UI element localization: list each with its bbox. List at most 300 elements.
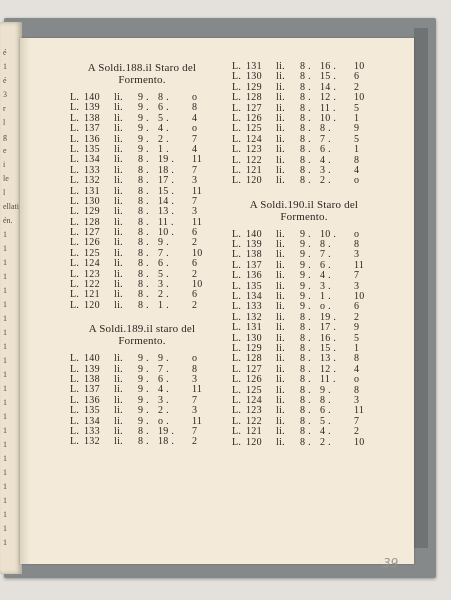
lire-value: 9 .	[138, 123, 149, 135]
fragment: 1	[3, 328, 7, 337]
lire-value: 8 .	[300, 384, 311, 396]
soldi-value: 6 .	[158, 258, 169, 270]
amount: 120	[246, 175, 262, 187]
lire-label: li.	[276, 61, 285, 72]
soldi-value: 8 .	[320, 394, 331, 406]
soldi-value: 3 .	[158, 279, 169, 291]
amount: 140	[84, 353, 100, 365]
soldi-value: 13 .	[158, 206, 175, 218]
soldi-value: 7 .	[320, 133, 331, 145]
currency-label: L.	[70, 384, 80, 396]
denari-value: o	[354, 228, 360, 240]
lire-value: 8 .	[300, 102, 311, 114]
denari-value: 4	[192, 112, 198, 124]
lire-value: 9 .	[300, 291, 311, 303]
denari-value: 5	[354, 133, 360, 145]
amount: 129	[246, 342, 262, 354]
currency-label: L.	[70, 373, 80, 385]
fragment: 1	[3, 412, 7, 421]
currency-label: L.	[232, 81, 242, 93]
section-heading	[64, 323, 220, 347]
soldi-value: 4 .	[158, 384, 169, 396]
fragment: r	[3, 104, 6, 113]
table-row	[70, 301, 220, 311]
soldi-value: 6 .	[320, 144, 331, 156]
lire-label: li.	[276, 394, 285, 406]
soldi-value: 2 .	[158, 405, 169, 417]
soldi-value: 5 .	[158, 112, 169, 124]
lire-label: li.	[276, 112, 285, 124]
lire-label: li.	[276, 363, 285, 375]
currency-label: L.	[232, 280, 242, 292]
denari-value: 2	[354, 311, 360, 323]
denari-value: o	[192, 92, 198, 103]
fragment: ellati	[3, 202, 19, 211]
lire-value: 8 .	[138, 279, 149, 291]
amount: 126	[246, 112, 262, 124]
lire-label: li.	[276, 332, 285, 344]
lire-value: 8 .	[300, 133, 311, 145]
soldi-value: 19 .	[320, 311, 337, 323]
lire-value: 8 .	[300, 436, 311, 448]
soldi-value: 10 .	[320, 228, 337, 240]
table-row	[232, 145, 382, 155]
currency-label: L.	[70, 175, 80, 187]
fragment: 1	[3, 426, 7, 435]
soldi-value: 2 .	[158, 289, 169, 301]
amount: 130	[246, 71, 262, 83]
amount: 135	[246, 280, 262, 292]
soldi-value: 18 .	[158, 164, 175, 176]
denari-value: 10	[192, 279, 203, 291]
lire-value: 8 .	[300, 426, 311, 438]
fragment: le	[3, 174, 9, 183]
denari-value: 2	[192, 268, 198, 280]
lire-label: li.	[276, 322, 285, 334]
soldi-value: 3 .	[320, 280, 331, 292]
fragment: é	[3, 76, 7, 85]
soldi-value: 11 .	[158, 216, 174, 228]
soldi-value: 2 .	[158, 133, 169, 145]
denari-value: 7	[192, 394, 198, 406]
table-row	[232, 438, 382, 448]
fragment: 1	[3, 524, 7, 533]
denari-value: 6	[354, 71, 360, 83]
lire-label: li.	[114, 143, 123, 155]
currency-label: L.	[232, 133, 242, 145]
soldi-value: 3 .	[320, 164, 331, 176]
lire-value: 9 .	[138, 353, 149, 365]
amount: 125	[84, 247, 100, 259]
denari-value: 2	[192, 436, 198, 448]
soldi-value: 2 .	[320, 436, 331, 448]
currency-label: L.	[232, 405, 242, 417]
table-row	[232, 427, 382, 437]
denari-value: 4	[354, 363, 360, 375]
fragment: 1	[3, 370, 7, 379]
lire-label: li.	[114, 92, 123, 103]
denari-value: 1	[354, 112, 360, 124]
fragment: 1	[3, 244, 7, 253]
amount: 131	[246, 322, 262, 334]
lire-value: 8 .	[300, 353, 311, 365]
denari-value: 11	[354, 259, 365, 271]
currency-label: L.	[70, 405, 80, 417]
lire-label: li.	[276, 301, 285, 313]
fragment: 1	[3, 538, 7, 547]
lire-value: 8 .	[300, 415, 311, 427]
amount: 127	[84, 227, 100, 239]
currency-label: L.	[70, 185, 80, 197]
section-subtitle: Formento.	[280, 210, 328, 223]
currency-label: L.	[70, 353, 80, 365]
denari-value: 7	[192, 164, 198, 176]
price-table	[70, 93, 220, 311]
soldi-value: 6 .	[320, 405, 331, 417]
section-subtitle: Formento.	[118, 74, 166, 86]
currency-label: L.	[232, 123, 242, 135]
soldi-value: 17 .	[320, 322, 337, 334]
lire-label: li.	[114, 195, 123, 207]
soldi-value: 7 .	[158, 363, 169, 375]
currency-label: L.	[70, 289, 80, 301]
fragment: 1	[3, 342, 7, 351]
facing-page-text	[3, 46, 19, 550]
lire-label: li.	[114, 363, 123, 375]
amount: 136	[246, 270, 262, 282]
fragment: 1	[3, 300, 7, 309]
denari-value: 10	[354, 291, 365, 303]
currency-label: L.	[232, 71, 242, 83]
lire-label: li.	[114, 436, 123, 448]
lire-value: 9 .	[300, 301, 311, 313]
lire-label: li.	[114, 247, 123, 259]
lire-label: li.	[276, 415, 285, 427]
denari-value: o	[192, 123, 198, 135]
lire-value: 9 .	[300, 280, 311, 292]
denari-value: 10	[192, 247, 203, 259]
amount: 138	[84, 373, 100, 385]
soldi-value: 5 .	[158, 268, 169, 280]
section-gap	[232, 187, 382, 199]
denari-value: 6	[354, 301, 360, 313]
currency-label: L.	[232, 301, 242, 313]
currency-label: L.	[70, 436, 80, 448]
currency-label: L.	[70, 206, 80, 218]
denari-value: 1	[354, 144, 360, 156]
lire-value: 9 .	[300, 270, 311, 282]
denari-value: 8	[354, 154, 360, 166]
lire-value: 8 .	[300, 81, 311, 93]
soldi-value: 18 .	[158, 436, 175, 448]
lire-value: 8 .	[138, 299, 149, 311]
lire-value: 8 .	[300, 164, 311, 176]
denari-value: 8	[192, 102, 198, 114]
denari-value: 1	[354, 342, 360, 354]
lire-value: 9 .	[138, 133, 149, 145]
table-row	[70, 437, 220, 447]
currency-label: L.	[232, 384, 242, 396]
lire-value: 9 .	[138, 373, 149, 385]
denari-value: 4	[192, 143, 198, 155]
fragment: 3	[3, 90, 7, 99]
lire-label: li.	[114, 133, 123, 145]
currency-label: L.	[232, 415, 242, 427]
section-subtitle: Formento.	[118, 335, 166, 348]
soldi-value: 9 .	[320, 384, 331, 396]
lire-label: li.	[276, 239, 285, 251]
denari-value: 6	[192, 227, 198, 239]
denari-value: 7	[354, 415, 360, 427]
section-189	[70, 323, 220, 448]
lire-label: li.	[114, 299, 123, 311]
amount: 130	[84, 195, 100, 207]
soldi-value: o .	[158, 415, 169, 427]
currency-label: L.	[70, 102, 80, 114]
currency-label: L.	[232, 342, 242, 354]
lire-label: li.	[114, 289, 123, 301]
section-gap	[70, 311, 220, 323]
denari-value: 11	[192, 384, 203, 396]
lire-label: li.	[114, 258, 123, 270]
currency-label: L.	[232, 436, 242, 448]
denari-value: 3	[192, 206, 198, 218]
lire-label: li.	[276, 426, 285, 438]
lire-label: li.	[276, 92, 285, 104]
amount: 137	[246, 259, 262, 271]
denari-value: 11	[192, 154, 203, 166]
table-row	[70, 406, 220, 416]
amount: 140	[246, 228, 262, 240]
denari-value: 5	[354, 102, 360, 114]
lire-value: 8 .	[138, 227, 149, 239]
lire-value: 8 .	[138, 216, 149, 228]
amount: 135	[84, 405, 100, 417]
denari-value: 6	[192, 258, 198, 270]
currency-label: L.	[232, 102, 242, 114]
amount: 124	[246, 133, 262, 145]
soldi-value: 3 .	[158, 394, 169, 406]
lire-label: li.	[276, 123, 285, 135]
denari-value: 2	[192, 237, 198, 249]
currency-label: L.	[232, 239, 242, 251]
amount: 122	[246, 415, 262, 427]
currency-label: L.	[70, 279, 80, 291]
currency-label: L.	[232, 363, 242, 375]
currency-label: L.	[232, 291, 242, 303]
denari-value: 10	[354, 61, 365, 72]
soldi-value: 13 .	[320, 353, 337, 365]
lire-value: 9 .	[138, 143, 149, 155]
document-page	[20, 38, 414, 564]
folder-edge	[414, 28, 428, 548]
soldi-value: 4 .	[320, 270, 331, 282]
fragment: 1	[3, 62, 7, 71]
fragment: 1	[3, 440, 7, 449]
fragment: 1	[3, 258, 7, 267]
currency-label: L.	[70, 164, 80, 176]
currency-label: L.	[70, 154, 80, 166]
lire-value: 9 .	[138, 92, 149, 103]
lire-label: li.	[276, 353, 285, 365]
lire-label: li.	[114, 123, 123, 135]
soldi-value: 6 .	[158, 373, 169, 385]
amount: 124	[246, 394, 262, 406]
lire-value: 8 .	[138, 436, 149, 448]
soldi-value: 19 .	[158, 425, 175, 437]
denari-value: 3	[354, 249, 360, 261]
denari-value: 7	[192, 425, 198, 437]
amount: 123	[246, 144, 262, 156]
currency-label: L.	[70, 425, 80, 437]
currency-label: L.	[70, 143, 80, 155]
amount: 128	[246, 92, 262, 104]
fragment: 1	[3, 384, 7, 393]
lire-label: li.	[276, 133, 285, 145]
section-188	[70, 62, 220, 311]
currency-label: L.	[70, 92, 80, 103]
soldi-value: 12 .	[320, 363, 337, 375]
section-heading	[64, 62, 220, 86]
soldi-value: 5 .	[320, 415, 331, 427]
amount: 136	[84, 394, 100, 406]
price-table	[70, 354, 220, 448]
lire-value: 8 .	[300, 92, 311, 104]
amount: 125	[246, 123, 262, 135]
denari-value: 8	[354, 353, 360, 365]
left-column	[70, 62, 220, 448]
lire-value: 8 .	[300, 61, 311, 72]
currency-label: L.	[70, 247, 80, 259]
denari-value: 9	[354, 322, 360, 334]
amount: 139	[84, 363, 100, 375]
denari-value: 3	[354, 280, 360, 292]
lire-value: 8 .	[300, 363, 311, 375]
section-189-continued	[232, 62, 382, 187]
fragment: 1	[3, 230, 7, 239]
denari-value: 3	[354, 394, 360, 406]
amount: 133	[84, 425, 100, 437]
amount: 134	[84, 415, 100, 427]
lire-value: 8 .	[138, 195, 149, 207]
currency-label: L.	[70, 258, 80, 270]
lire-label: li.	[114, 425, 123, 437]
lire-label: li.	[276, 71, 285, 83]
fragment: l	[3, 188, 6, 197]
amount: 138	[246, 249, 262, 261]
fragment: 1	[3, 482, 7, 491]
currency-label: L.	[232, 259, 242, 271]
section-title: A Soldi.190.il Staro del	[249, 198, 359, 211]
lire-value: 8 .	[138, 175, 149, 187]
soldi-value: 1 .	[158, 299, 169, 311]
fragment: l	[3, 118, 6, 127]
lire-value: 8 .	[300, 342, 311, 354]
amount: 121	[84, 289, 100, 301]
amount: 121	[246, 164, 262, 176]
fragment: i	[3, 160, 6, 169]
amount: 120	[246, 436, 262, 448]
lire-label: li.	[114, 415, 123, 427]
lire-label: li.	[276, 81, 285, 93]
price-table	[232, 230, 382, 448]
lire-label: li.	[276, 154, 285, 166]
fragment: 1	[3, 286, 7, 295]
currency-label: L.	[70, 237, 80, 249]
soldi-value: 4 .	[158, 123, 169, 135]
lire-value: 8 .	[300, 311, 311, 323]
lire-label: li.	[114, 185, 123, 197]
lire-value: 8 .	[138, 154, 149, 166]
soldi-value: 8 .	[158, 92, 169, 103]
currency-label: L.	[232, 249, 242, 261]
currency-label: L.	[70, 227, 80, 239]
lire-label: li.	[114, 405, 123, 417]
lire-value: 9 .	[138, 394, 149, 406]
soldi-value: 2 .	[320, 175, 331, 187]
amount: 132	[84, 436, 100, 448]
soldi-value: 14 .	[158, 195, 175, 207]
lire-value: 9 .	[138, 415, 149, 427]
lire-value: 8 .	[300, 175, 311, 187]
amount: 138	[84, 112, 100, 124]
currency-label: L.	[232, 332, 242, 344]
currency-label: L.	[232, 311, 242, 323]
amount: 125	[246, 384, 262, 396]
soldi-value: 15 .	[320, 71, 337, 83]
lire-label: li.	[114, 227, 123, 239]
lire-label: li.	[276, 436, 285, 448]
lire-value: 8 .	[138, 237, 149, 249]
lire-label: li.	[114, 384, 123, 396]
lire-value: 9 .	[138, 384, 149, 396]
fragment: én.	[3, 216, 13, 225]
lire-label: li.	[276, 249, 285, 261]
denari-value: 4	[354, 164, 360, 176]
currency-label: L.	[232, 164, 242, 176]
currency-label: L.	[232, 154, 242, 166]
denari-value: 7	[354, 270, 360, 282]
amount: 132	[84, 175, 100, 187]
page-number: 39	[383, 556, 399, 570]
fragment: e	[3, 146, 7, 155]
fragment: 1	[3, 454, 7, 463]
amount: 132	[246, 311, 262, 323]
amount: 131	[246, 61, 262, 72]
lire-label: li.	[114, 206, 123, 218]
lire-label: li.	[114, 112, 123, 124]
lire-label: li.	[114, 216, 123, 228]
lire-value: 9 .	[300, 249, 311, 261]
amount: 135	[84, 143, 100, 155]
amount: 120	[84, 299, 100, 311]
amount: 126	[246, 374, 262, 386]
soldi-value: 14 .	[320, 81, 337, 93]
denari-value: 2	[354, 426, 360, 438]
fragment: g	[3, 132, 7, 141]
denari-value: 11	[192, 185, 203, 197]
soldi-value: 6 .	[158, 102, 169, 114]
lire-value: 8 .	[300, 154, 311, 166]
lire-label: li.	[114, 268, 123, 280]
currency-label: L.	[232, 270, 242, 282]
price-table	[232, 62, 382, 187]
lire-value: 9 .	[138, 363, 149, 375]
currency-label: L.	[232, 112, 242, 124]
currency-label: L.	[70, 123, 80, 135]
currency-label: L.	[232, 394, 242, 406]
denari-value: 11	[192, 216, 203, 228]
